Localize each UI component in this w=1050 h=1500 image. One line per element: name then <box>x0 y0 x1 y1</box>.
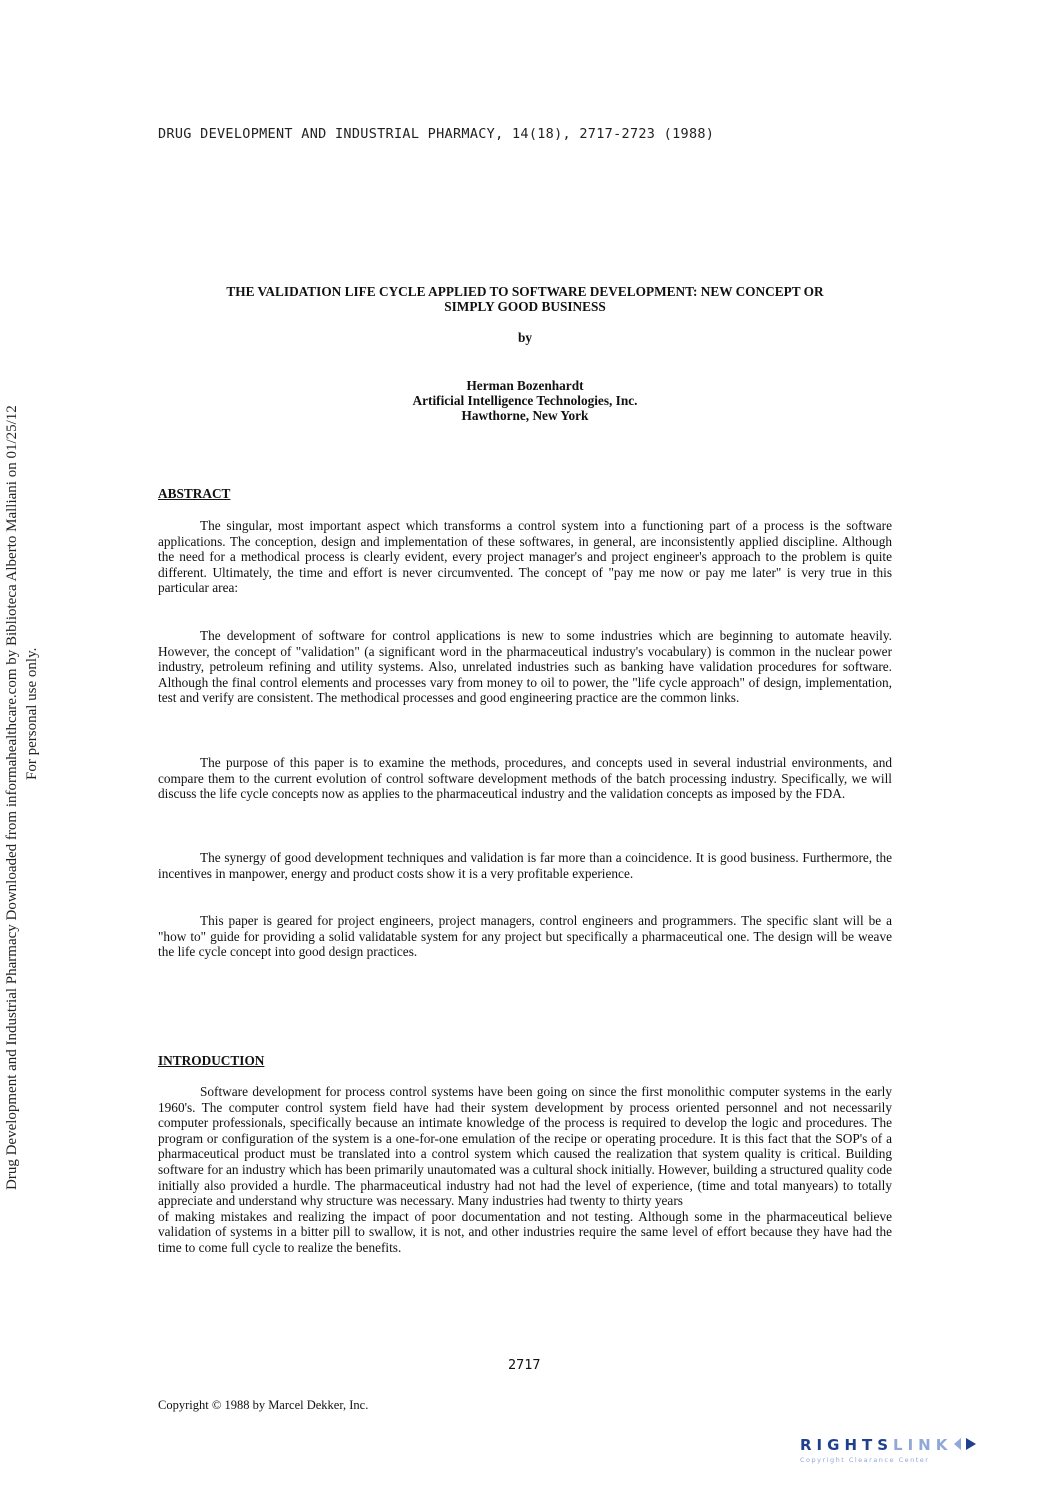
logo-rights-text: RIGHTS <box>800 1436 894 1454</box>
copyright-notice: Copyright © 1988 by Marcel Dekker, Inc. <box>158 1398 369 1412</box>
abstract-paragraph-2: The development of software for control applications is new to some industries which are beginning to automate heavily. However, the concept of "validation" (a significant word in the pharmaceutical industry's vocabulary) is common in the nuclear power industry, petroleum refining and utility systems. Also, unrelated industries such as banking have validation procedures for software. Although the final control elements and processes vary from money to oil to power, the "life cycle approach" of design, implementation, test and verify are consistent. The methodical processes and good engineering practice are the common links. <box>158 628 892 706</box>
personal-use-notice: For personal use only. <box>24 647 40 780</box>
abstract-paragraph-3: The purpose of this paper is to examine the methods, procedures, and concepts used in several industrial environments, and compare them to the current evolution of control software development methods of the batch processing industry. Specifically, we will discuss the life cycle concepts now as applies to the pharmaceutical industry and the validation concepts as imposed by the FDA. <box>158 755 892 802</box>
introduction-paragraph <box>158 1084 892 1256</box>
title-line-2: SIMPLY GOOD BUSINESS <box>444 299 606 314</box>
abstract-paragraph-4: The synergy of good development techniques and validation is far more than a coincidence. It is good business. Furthermore, the incentives in manpower, energy and product costs show it is a very profitable experience. <box>158 850 892 881</box>
article-title <box>158 284 892 314</box>
download-notice-line: Drug Development and Industrial Pharmacy Downloaded from informahealthcare.com by Biblioteca Alberto Malliani on 01/25/12 <box>4 405 20 1190</box>
byline: by <box>517 330 533 345</box>
abstract-heading: ABSTRACT <box>158 486 231 501</box>
logo-link-text: LINK <box>893 1436 953 1454</box>
author-name: Herman Bozenhardt <box>466 378 584 393</box>
rightslink-arrow-icon <box>952 1436 978 1452</box>
download-notice <box>0 0 50 1500</box>
abstract-paragraph-1: The singular, most important aspect which transforms a control system into a functioning part of a process is the software applications. The conception, design and implementation of these softwares, in general, are inconsistently applied discipline. Although the need for a methodical process is clearly evident, every project manager's and project engineer's approach to the problem is quite different. Ultimately, the time and effort is never circumvented. The concept of "pay me now or pay me later" is very true in this particular area: <box>158 518 892 596</box>
introduction-paragraph-part-2: of making mistakes and realizing the impact of poor documentation and not testing. Although some in the pharmaceutical believe validation of systems in a bitter pill to swallow, it is not, and other industries require the same level of effort because they have had the time to come full cycle to realize the benefits. <box>158 1208 892 1255</box>
author-affiliation: Artificial Intelligence Technologies, Inc. <box>412 393 638 408</box>
rightslink-wordmark <box>800 1436 1030 1454</box>
title-line-1: THE VALIDATION LIFE CYCLE APPLIED TO SOFTWARE DEVELOPMENT: NEW CONCEPT OR <box>226 284 824 299</box>
page-number: 2717 <box>508 1357 541 1373</box>
logo-tagline: Copyright Clearance Center <box>800 1456 930 1464</box>
journal-citation: DRUG DEVELOPMENT AND INDUSTRIAL PHARMACY, 14(18), 2717-2723 (1988) <box>158 126 715 142</box>
rightslink-logo[interactable] <box>800 1436 1030 1472</box>
introduction-heading: INTRODUCTION <box>158 1053 265 1068</box>
author-location: Hawthorne, New York <box>461 408 589 423</box>
author-block <box>158 378 892 423</box>
abstract-paragraph-5: This paper is geared for project engineers, project managers, control engineers and programmers. The specific slant will be a "how to" guide for providing a solid validatable system for any project but specifically a pharmaceutical one. The design will be weave the life cycle concept into good design practices. <box>158 913 892 960</box>
introduction-paragraph-part-1: Software development for process control systems have been going on since the first monolithic computer systems in the early 1960's. The computer control system field have had their system development by process oriented personnel and not necessarily computer professionals, specifically because an intimate knowledge of the process is required to develop the logic and procedures. The program or configuration of the system is a one-for-one emulation of the recipe or operating procedure. It is this fact that the SOP's of a pharmaceutical product must be translated into a control system which caused the realization that system quality is critical. Building software for an industry which has been primarily unautomated was a cultural shock initially. However, building a structured quality code initially also provided a hurdle. The pharmaceutical industry had not had the level of experience, (time and total manyears) to totally appreciate and understand why structure was necessary. Many industries had twenty to thirty years <box>158 1084 892 1209</box>
